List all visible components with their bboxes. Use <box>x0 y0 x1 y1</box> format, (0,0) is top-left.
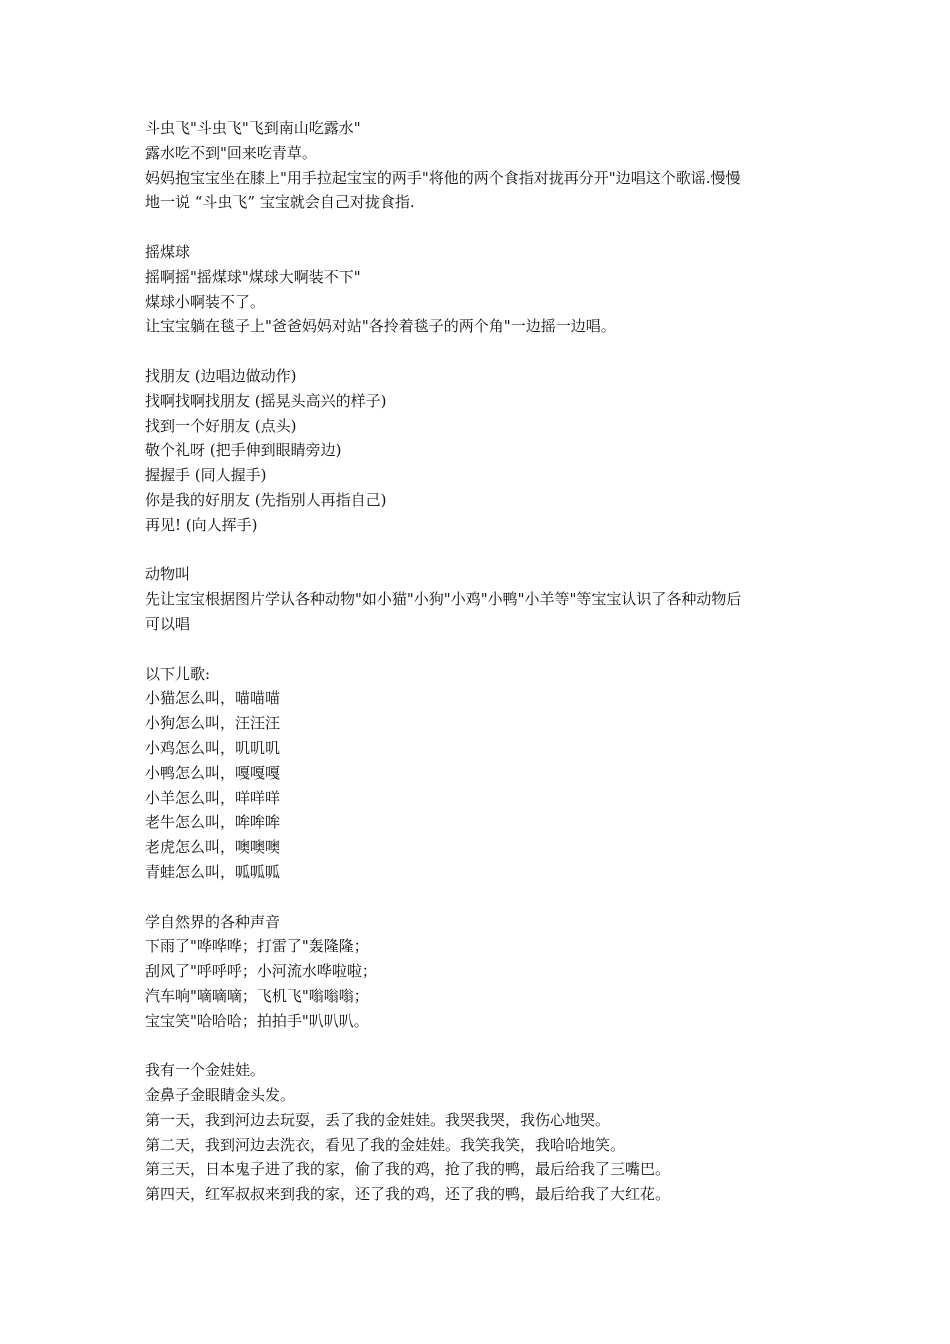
section-zhao-peng-you <box>145 364 825 538</box>
text-line: 第二天，我到河边去洗衣，看见了我的金娃娃。我笑我笑，我哈哈地笑。 <box>145 1135 626 1154</box>
text-line: 可以唱 <box>145 614 191 633</box>
text-line: 以下儿歌: <box>145 664 211 683</box>
text-line: 小猫怎么叫，喵喵喵 <box>145 689 281 708</box>
section-title: 摇煤球 <box>145 242 191 261</box>
text-line: 找到一个好朋友 (点头) <box>145 416 297 435</box>
paragraph-gap <box>145 885 825 910</box>
text-line: 第四天，红军叔叔来到我的家，还了我的鸡，还了我的鸭，最后给我了大红花。 <box>145 1185 671 1204</box>
text-line: 小狗怎么叫，汪汪汪 <box>145 714 281 733</box>
text-line: 煤球小啊装不了。 <box>145 292 266 311</box>
text-line: 让宝宝躺在毯子上"爸爸妈妈对站"各拎着毯子的两个角"一边摇一边唱。 <box>145 317 616 336</box>
text-line: 下雨了"哗哗哗；打雷了"轰隆隆； <box>145 937 369 956</box>
text-line: 第三天，日本鬼子进了我的家，偷了我的鸡，抢了我的鸭，最后给我了三嘴巴。 <box>145 1160 671 1179</box>
text-line: 再见! (向人挥手) <box>145 515 258 534</box>
paragraph-gap <box>145 637 825 662</box>
text-line: 小羊怎么叫，咩咩咩 <box>145 788 281 807</box>
text-line: 妈妈抱宝宝坐在膝上"用手拉起宝宝的两手"将他的两个食指对拢再分开"边唱这个歌谣.慢慢 <box>145 168 741 187</box>
paragraph-gap <box>145 215 825 240</box>
text-line: 宝宝笑"哈哈哈；拍拍手"叭叭叭。 <box>145 1011 369 1030</box>
text-line: 汽车响"嘀嘀嘀；飞机飞"嗡嗡嗡； <box>145 986 369 1005</box>
section-dou-chong-fei <box>145 116 825 215</box>
section-jin-wa-wa <box>145 1058 825 1207</box>
section-title: 动物叫 <box>145 565 191 584</box>
text-line: 握握手 (同人握手) <box>145 466 267 485</box>
text-line: 露水吃不到"回来吃青草。 <box>145 143 317 162</box>
text-line: 小鸭怎么叫，嘎嘎嘎 <box>145 763 281 782</box>
text-line: 老虎怎么叫，噢噢噢 <box>145 838 281 857</box>
section-dong-wu-jiao <box>145 562 825 636</box>
document-body <box>145 116 825 1207</box>
section-nature-sounds <box>145 910 825 1034</box>
section-title: 找朋友 (边唱边做动作) <box>145 366 297 385</box>
paragraph-gap <box>145 538 825 563</box>
text-line: 先让宝宝根据图片学认各种动物"如小猫"小狗"小鸡"小鸭"小羊等"等宝宝认识了各种动物后 <box>145 590 742 609</box>
text-line: 我有一个金娃娃。 <box>145 1061 266 1080</box>
text-line: 老牛怎么叫，哞哞哞 <box>145 813 281 832</box>
section-yao-mei-qiu <box>145 240 825 339</box>
text-line: 第一天，我到河边去玩耍，丢了我的金娃娃。我哭我哭，我伤心地哭。 <box>145 1110 611 1129</box>
text-line: 小鸡怎么叫，叽叽叽 <box>145 738 281 757</box>
text-line: 刮风了"呼呼呼；小河流水哗啦啦； <box>145 962 377 981</box>
text-line: 摇啊摇"摇煤球"煤球大啊装不下" <box>145 267 361 286</box>
paragraph-gap <box>145 1033 825 1058</box>
text-line: 斗虫飞"斗虫飞"飞到南山吃露水" <box>145 119 361 137</box>
paragraph-gap <box>145 339 825 364</box>
text-line: 你是我的好朋友 (先指别人再指自己) <box>145 490 387 509</box>
section-title: 学自然界的各种声音 <box>145 912 281 931</box>
text-line: 敬个礼呀 (把手伸到眼睛旁边) <box>145 441 342 460</box>
text-line: 青蛙怎么叫，呱呱呱 <box>145 862 281 881</box>
text-line: 找啊找啊找朋友 (摇晃头高兴的样子) <box>145 391 387 410</box>
text-line: 金鼻子金眼睛金头发。 <box>145 1086 296 1105</box>
text-line: 地一说 “斗虫飞” 宝宝就会自己对拢食指. <box>145 193 415 212</box>
section-animal-song <box>145 662 825 885</box>
